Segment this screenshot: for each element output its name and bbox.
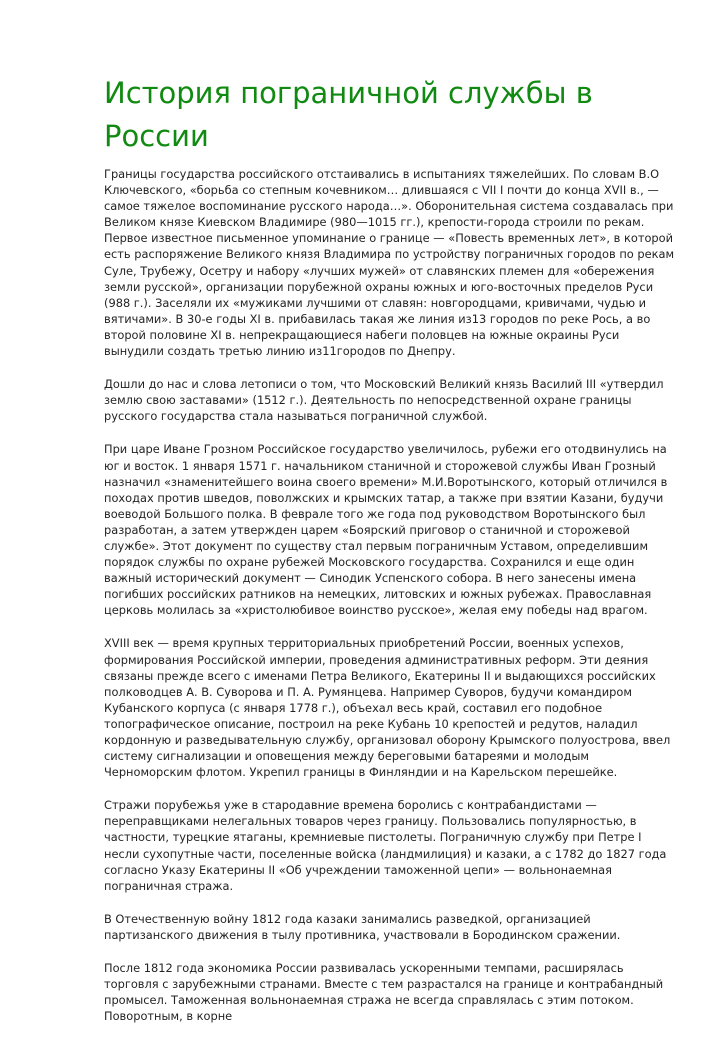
- page-title: История пограничной службы в России: [104, 76, 593, 153]
- paragraph-2: Дошли до нас и слова летописи о том, что Московский Великий князь Василий III «утвердил землю свою заставами» (1512 г.). Деятельность по непосредственной охране границы русского государства стала называться пограничной службой.: [104, 377, 664, 424]
- paragraph-6: В Отечественную войну 1812 года казаки занимались разведкой, организацией партизанского движения в тылу противника, участвовали в Бородинском сражении.: [104, 911, 621, 942]
- paragraph-1: Границы государства российского отстаивались в испытаниях тяжелейших. По словам В.О Ключевского, «борьба со степным кочевником… длившаяся с VII I почти до конца XVII в., — самое тяжелое воспоминание русского народа…». Оборонительная система создавалась при Великом князе Киевском Владимире (980—1015 гг.), крепости-города строили по рекам. Первое известное письменное упоминание о границе — «Повесть временных лет», в которой есть распоряжение Великого князя Владимира по устройству пограничных городов по рекам Суле, Трубежу, Осетру и набору «лучших мужей» от славянских племен для «обережения земли русской», организации порубежной охраны южных и юго-восточных пределов Руси (988 г.). Заселяли их «мужиками лучшими от славян: новгородцами, кривичами, чудью и вятичами». В 30-е годы XI в. прибавилась такая же линия из13 городов по реке Рось, а во второй половине XI в. непрекращающиеся набеги половцев на южные окраины Руси вынудили создать третью линию из11городов по Днепру.: [104, 167, 675, 359]
- paragraph-7: После 1812 года экономика России развивалась ускоренными темпами, расширялась торговля с зарубежными странами. Вместе с тем разрастался на границе и контрабандный промысел. Таможенная вольнонаемная стража не всегда справлялась с этим потоком. Поворотным, в корне: [104, 961, 664, 1024]
- paragraph-3: При царе Иване Грозном Российское государство увеличилось, рубежи его отодвинулись на юг и восток. 1 января 1571 г. начальником станичной и сторожевой службы Иван Грозный назначил «знаменитейшего воина своего времени» М.И.Воротынского, который отличился в походах против шведов, поволжских и крымских татар, а также при взятии Казани, будучи воеводой Большого полка. В феврале того же года под руководством Воротынского был разработан, а затем утвержден царем «Боярский приговор о станичной и сторожевой службе». Этот документ по существу стал первым пограничным Уставом, определившим порядок службы по охране рубежей Московского государства. Сохранился и еще один важный исторический документ — Синодик Успенского собора. В него занесены имена погибших российских ратников на немецких, литовских и южных рубежах. Православная церковь молилась за «христолюбивое воинство русское», желая ему победы над врагом.: [104, 442, 668, 618]
- paragraph-5: Стражи порубежья уже в стародавние времена боролись с контрабандистами — переправщиками нелегальных товаров через границу. Пользовались популярностью, в частности, турецкие ятаганы, кремниевые пистолеты. Пограничную службу при Петре I несли сухопутные части, поселенные войска (ландмилиция) и казаки, а с 1782 до 1827 года согласно Указу Екатерины II «Об учреждении таможенной цепи» — вольнонаемная пограничная стража.: [104, 798, 667, 893]
- document-body: [104, 166, 676, 1041]
- paragraph-4: XVIII век — время крупных территориальных приобретений России, военных успехов, формирования Российской империи, проведения административных реформ. Эти деяния связаны прежде всего с именами Петра Великого, Екатерины II и выдающихся российских полководцев А. В. Суворова и П. А. Румянцева. Например Суворов, будучи командиром Кубанского корпуса (с января 1778 г.), объехал весь край, составил его подобное топографическое описание, построил на реке Кубань 10 крепостей и редутов, наладил кордонную и разведывательную службу, организовал оборону Крымского полуострова, ввел систему сигнализации и оповещения между береговыми батареями и молодым Черноморским флотом. Укрепил границы в Финляндии и на Карельском перешейке.: [104, 636, 671, 780]
